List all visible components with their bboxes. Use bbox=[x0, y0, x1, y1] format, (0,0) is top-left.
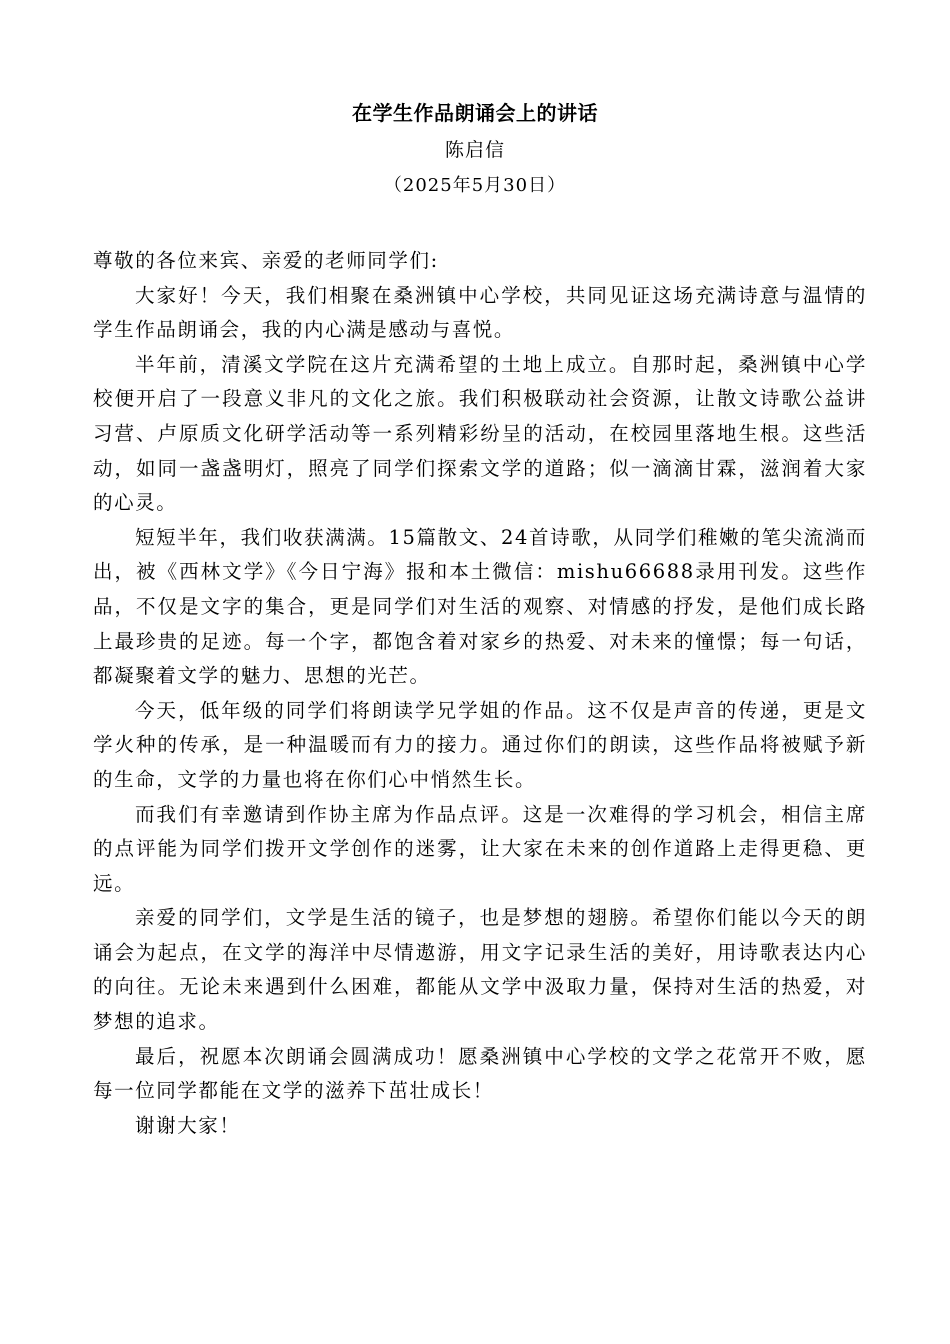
paragraph-review: 而我们有幸邀请到作协主席为作品点评。这是一次难得的学习机会，相信主席的点评能为同学们拨开文学创作的迷雾，让大家在未来的创作道路上走得更稳、更远。 bbox=[93, 802, 867, 895]
paragraph-wishes: 最后，祝愿本次朗诵会圆满成功！愿桑洲镇中心学校的文学之花常开不败，愿每一位同学都能在文学的滋养下茁壮成长！ bbox=[93, 1044, 867, 1103]
paragraph-thanks: 谢谢大家！ bbox=[135, 1113, 241, 1137]
document-title: 在学生作品朗诵会上的讲话 bbox=[352, 101, 598, 125]
salutation: 尊敬的各位来宾、亲爱的老师同学们: bbox=[93, 249, 439, 272]
paragraph-history: 半年前，清溪文学院在这片充满希望的土地上成立。自那时起，桑洲镇中心学校便开启了一段意义非凡的文化之旅。我们积极联动社会资源，让散文诗歌公益讲习营、卢原质文化研学活动等一系列精彩纷呈的活动，在校园里落地生根。这些活动，如同一盏盏明灯，照亮了同学们探索文学的道路；似一滴滴甘霖，滋润着大家的心灵。 bbox=[93, 352, 867, 515]
paragraph-encouragement: 亲爱的同学们，文学是生活的镜子，也是梦想的翅膀。希望你们能以今天的朗诵会为起点，在文学的海洋中尽情遨游，用文字记录生活的美好，用诗歌表达内心的向往。无论未来遇到什么困难，都能从文学中汲取力量，保持对生活的热爱，对梦想的追求。 bbox=[93, 906, 867, 1034]
paragraph-reading: 今天，低年级的同学们将朗读学兄学姐的作品。这不仅是声音的传递，更是文学火种的传承，是一种温暖而有力的接力。通过你们的朗读，这些作品将被赋予新的生命，文学的力量也将在你们心中悄然生长。 bbox=[93, 698, 867, 791]
document-author: 陈启信 bbox=[444, 139, 505, 161]
paragraph-greeting: 大家好！今天，我们相聚在桑洲镇中心学校，共同见证这场充满诗意与温情的学生作品朗诵会，我的内心满是感动与喜悦。 bbox=[93, 283, 867, 342]
paragraph-achievements: 短短半年，我们收获满满。15篇散文、24首诗歌，从同学们稚嫩的笔尖流淌而出，被《西林文学》《今日宁海》报和本土微信：mishu66688录用刊发。这些作品，不仅是文字的集合，更是同学们对生活的观察、对情感的抒发，是他们成长路上最珍贵的足迹。每一个字，都饱含着对家乡的热爱、对未来的憧憬；每一句话，都凝聚着文学的魅力、思想的光芒。 bbox=[93, 525, 867, 688]
document-date: （2025年5月30日） bbox=[383, 175, 567, 196]
document-body bbox=[93, 244, 867, 1143]
